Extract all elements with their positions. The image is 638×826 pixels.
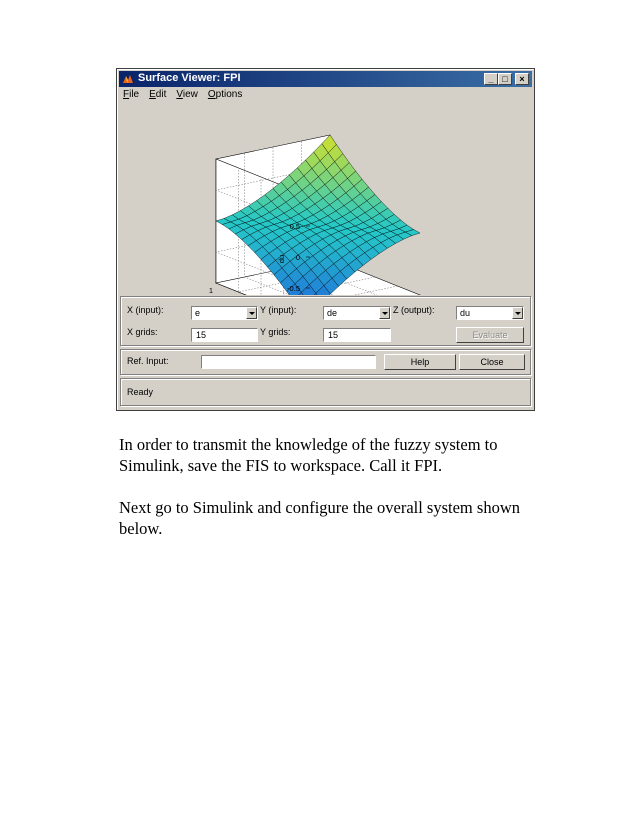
y-input-label: Y (input):	[260, 305, 297, 315]
surface-plot[interactable]	[120, 105, 531, 295]
ref-input-field[interactable]	[201, 355, 376, 369]
menu-options[interactable]: Options	[207, 89, 243, 100]
z-axis-label: du	[277, 254, 286, 264]
caption-paragraph-1: In order to transmit the knowledge of the fuzzy system to Simulink, save the FIS to workspace. Call it FPI.	[119, 435, 498, 475]
x-input-label: X (input):	[127, 305, 164, 315]
de-tick-label: 1	[208, 286, 213, 295]
chevron-down-icon[interactable]	[379, 307, 390, 319]
chevron-down-icon[interactable]	[246, 307, 257, 319]
z-output-value: du	[460, 308, 471, 318]
status-panel	[120, 378, 531, 406]
status-text: Ready	[127, 387, 154, 397]
chevron-down-icon[interactable]	[512, 307, 523, 319]
ref-input-panel	[120, 349, 531, 375]
menu-file[interactable]: File	[123, 89, 140, 100]
y-grids-label: Y grids:	[260, 327, 291, 337]
x-input-value: e	[195, 308, 201, 318]
z-output-label: Z (output):	[393, 305, 435, 315]
x-input-select[interactable]	[191, 306, 258, 320]
z-tick-label: 0.5	[289, 222, 300, 231]
surface-viewer-window	[116, 68, 535, 411]
help-button[interactable]: Help	[384, 354, 456, 370]
axis-settings-panel	[120, 296, 531, 346]
minimize-button[interactable]: _	[484, 73, 498, 85]
surface-plot-canvas[interactable]	[120, 105, 531, 295]
document-caption	[119, 434, 559, 560]
z-tick-label: 0	[295, 253, 300, 262]
menu-edit[interactable]: Edit	[149, 89, 167, 100]
caption-paragraph-2: Next go to Simulink and configure the overall system shown below.	[119, 498, 520, 538]
maximize-button[interactable]: □	[498, 73, 512, 85]
menu-bar	[123, 89, 252, 103]
y-input-select[interactable]	[323, 306, 391, 320]
x-grids-label: X grids:	[127, 327, 158, 337]
window-title: Surface Viewer: FPI	[138, 72, 241, 84]
menu-view[interactable]: View	[176, 89, 198, 100]
z-tick-label: -0.5	[287, 284, 300, 293]
title-bar[interactable]	[119, 71, 532, 87]
x-grids-field[interactable]: 15	[191, 328, 258, 342]
ref-input-label: Ref. Input:	[127, 356, 169, 366]
close-button[interactable]: Close	[459, 354, 525, 370]
y-input-value: de	[327, 308, 338, 318]
y-grids-field[interactable]: 15	[323, 328, 391, 342]
evaluate-button[interactable]: Evaluate	[456, 327, 524, 343]
matlab-logo-icon	[122, 73, 134, 85]
z-output-select[interactable]	[456, 306, 524, 320]
close-window-button[interactable]: ×	[515, 73, 529, 85]
